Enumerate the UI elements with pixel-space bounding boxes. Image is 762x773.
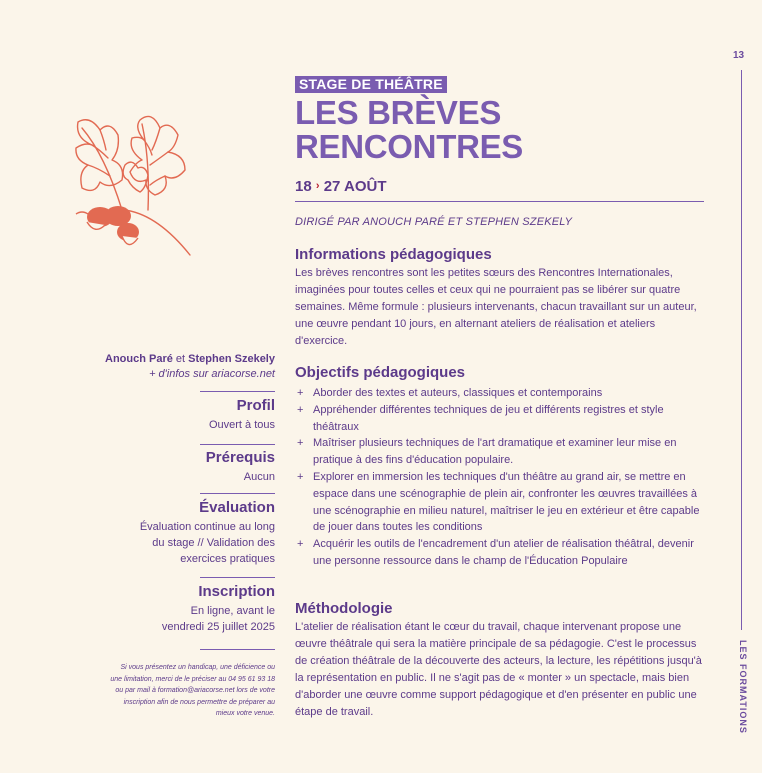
title-line-1: LES BRÈVES xyxy=(295,94,502,131)
note-line: ou par mail à formation@ariacorse.net lors de votre xyxy=(115,687,275,694)
methodologie-title: Méthodologie xyxy=(295,600,393,617)
plus-icon: + xyxy=(297,403,304,416)
section-label: LES FORMATIONS xyxy=(738,640,748,734)
inscription-line: En ligne, avant le xyxy=(190,605,275,617)
list-item xyxy=(295,402,705,436)
date-arrow-icon: › xyxy=(315,180,320,192)
objective-text: Explorer en immersion les techniques d'un théâtre au grand air, se mettre en espace dans une scénographie de plein air, confronter les œuvres travaillées à une scénographie en milieu naturel, maîtriser le jeu en extérieur et être capable de jouer dans toutes les conditions xyxy=(313,470,700,534)
informations-text: Les brèves rencontres sont les petites sœurs des Rencontres Internationales, imaginées pour toutes celles et ceux qui ne pourraient pas se libérer sur quatre semaines. Même formule : plusieurs intervenants, chacun travaillant sur un auteur, une œuvre pendant 10 jours, en alternant ateliers de réalisation et ateliers d'exercice. xyxy=(295,267,697,347)
dates xyxy=(295,178,387,195)
list-item xyxy=(295,469,705,536)
objective-text: Acquérir les outils de l'encadrement d'un atelier de réalisation théâtral, devenir une personne ressource dans le champ de l'Éducation Populaire xyxy=(313,538,694,567)
directed-by: DIRIGÉ PAR ANOUCH PARÉ ET STEPHEN SZEKELY xyxy=(295,216,573,228)
note-line: inscription afin de nous permettre de préparer au xyxy=(123,698,275,706)
prerequis-title: Prérequis xyxy=(205,449,275,466)
list-item xyxy=(295,435,705,469)
objectifs-title: Objectifs pédagogiques xyxy=(295,364,466,381)
sidebar-divider xyxy=(200,577,275,578)
list-item xyxy=(295,385,705,402)
plus-icon: + xyxy=(297,387,304,399)
methodologie-text: L'atelier de réalisation étant le cœur du travail, chaque intervenant propose une œuvre théâtrale qui sera la matière principale de sa pédagogie. C'est le processus de création théâtrale de la découverte des acteurs, la lecture, les répétitions jusqu'à la représentation en public. Il ne s'agit pas de « monter » un spectacle, mais bien d'aborder une œuvre comme support pédagogique et d'en présenter en public une étape de travail. xyxy=(295,621,702,718)
plus-icon: + xyxy=(297,470,304,483)
informations-title: Informations pédagogiques xyxy=(295,246,492,263)
sidebar-authors xyxy=(105,351,275,368)
title-line-2: RENCONTRES xyxy=(295,128,524,165)
page-title xyxy=(295,96,595,164)
category-badge: STAGE DE THÉÂTRE xyxy=(295,76,447,93)
objective-text: Appréhender différentes techniques de jeu et différents registres et style théâtraux xyxy=(313,403,664,433)
list-item xyxy=(295,536,705,570)
author-1: Anouch Paré xyxy=(105,353,173,365)
evaluation-title: Évaluation xyxy=(199,499,275,516)
prerequis-value: Aucun xyxy=(243,471,275,483)
margin-rule xyxy=(741,70,742,630)
author-2: Stephen Szekely xyxy=(188,353,275,365)
sidebar-divider xyxy=(200,649,275,650)
inscription-line: vendredi 25 juillet 2025 xyxy=(161,621,275,633)
accessibility-note xyxy=(80,662,275,720)
note-line: Si vous présentez un handicap, une déficience ou xyxy=(120,664,275,671)
sidebar-infos-link[interactable]: + d'infos sur ariacorse.net xyxy=(149,368,275,380)
inscription-value xyxy=(162,603,275,635)
author-joiner: et xyxy=(175,353,186,365)
page-number: 13 xyxy=(733,50,745,61)
objectives-list xyxy=(295,385,705,570)
header-divider xyxy=(295,201,704,202)
evaluation-line: du stage // Validation des xyxy=(152,537,275,549)
sidebar-divider xyxy=(200,493,275,494)
profil-value: Ouvert à tous xyxy=(208,419,275,431)
inscription-title: Inscription xyxy=(198,583,275,600)
date-end: 27 AOÛT xyxy=(323,178,387,195)
objective-text: Maîtriser plusieurs techniques de l'art dramatique et examiner leur mise en pratique à des fins d'éducation populaire. xyxy=(313,437,677,467)
evaluation-value xyxy=(140,519,275,567)
plus-icon: + xyxy=(297,437,304,450)
oak-leaf-acorn-illustration xyxy=(70,110,210,260)
plus-icon: + xyxy=(297,538,304,551)
sidebar-divider xyxy=(200,391,275,392)
sidebar-divider xyxy=(200,444,275,445)
evaluation-line: exercices pratiques xyxy=(180,553,275,565)
note-line: mieux votre venue. xyxy=(215,710,275,717)
evaluation-line: Évaluation continue au long xyxy=(139,521,275,533)
profil-title: Profil xyxy=(236,397,275,414)
objective-text: Aborder des textes et auteurs, classiques et contemporains xyxy=(313,387,603,399)
date-start: 18 xyxy=(295,178,312,195)
note-line: une limitation, merci de le préciser au 04 95 61 93 18 xyxy=(110,675,275,683)
